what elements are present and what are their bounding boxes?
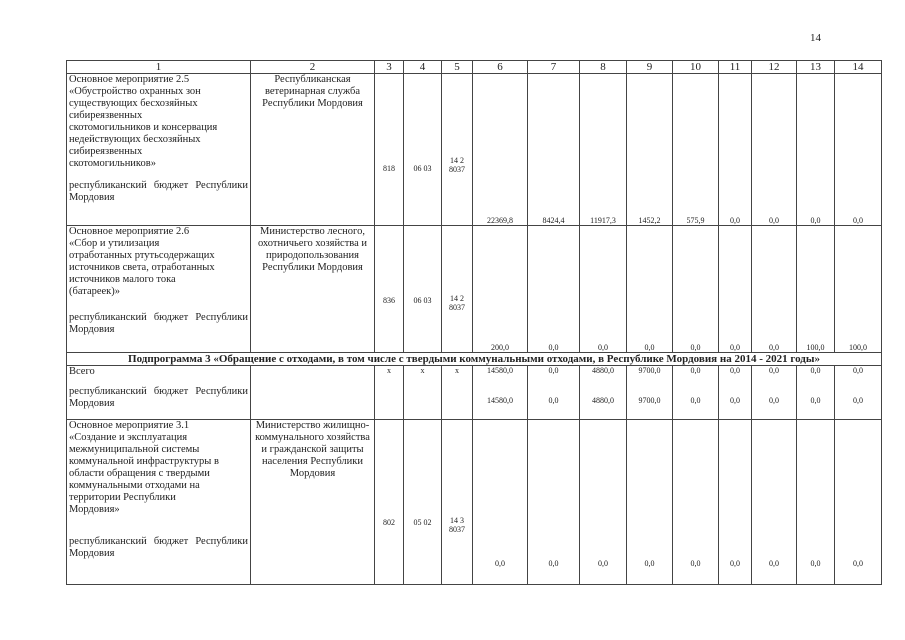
title-line: Основное мероприятие 2.6 xyxy=(69,226,190,238)
title-line: существующих бесхозяйных xyxy=(69,98,198,110)
page-number: 14 xyxy=(810,32,821,44)
value-cell: 0,0 xyxy=(580,419,627,584)
value-cell: 4880,0 4880,0 xyxy=(580,365,627,419)
title-line: Мордовия» xyxy=(69,503,120,515)
table-row xyxy=(67,74,882,226)
title-line: коммунальной инфраструктуры в xyxy=(69,455,219,467)
value-cell: 0,0 xyxy=(528,226,580,352)
program-table xyxy=(66,60,882,585)
col-header: 11 xyxy=(719,61,752,74)
value-cell: 0,0 xyxy=(580,226,627,352)
value-cell: 8424,4 xyxy=(528,74,580,226)
col-header: 14 xyxy=(835,61,882,74)
value-cell: 0,0 0,0 xyxy=(797,365,835,419)
table-row xyxy=(67,419,882,584)
value-cell: 9700,0 9700,0 xyxy=(627,365,673,419)
value-cell: 0,0 xyxy=(752,419,797,584)
csr-line: 14 3 xyxy=(450,515,464,525)
rz-code: 05 02 xyxy=(404,419,442,584)
csr-code xyxy=(442,74,473,226)
executor: Министерство жилищно-коммунального хозяйства и гражданской защиты населения Республики Мордовия xyxy=(251,419,375,584)
empty-cell xyxy=(251,365,375,419)
value-cell: 0,0 0,0 xyxy=(673,365,719,419)
value-cell: 0,0 xyxy=(835,74,882,226)
col-header: 3 xyxy=(375,61,404,74)
title-line: области обращения с твердыми xyxy=(69,467,210,479)
code-cell: x xyxy=(375,365,404,419)
csr-line: 14 2 xyxy=(450,294,464,304)
csr-line: 8037 xyxy=(449,524,465,534)
value-cell: 0,0 0,0 xyxy=(752,365,797,419)
csr-line: 14 2 xyxy=(450,156,464,166)
col-header: 1 xyxy=(67,61,251,74)
table-row xyxy=(67,226,882,352)
rz-code: 06 03 xyxy=(404,226,442,352)
value-cell: 11917,3 xyxy=(580,74,627,226)
value-cell: 0,0 xyxy=(719,226,752,352)
measure-description xyxy=(67,226,251,352)
col-header: 10 xyxy=(673,61,719,74)
title-line: «Сбор и утилизация xyxy=(69,238,160,250)
total-label: Всего xyxy=(69,365,95,377)
grbs-code: 836 xyxy=(375,226,404,352)
code-cell: x xyxy=(404,365,442,419)
value-cell: 200,0 xyxy=(473,226,528,352)
title-line: отработанных ртутьсодержащих xyxy=(69,250,215,262)
col-header: 9 xyxy=(627,61,673,74)
value-cell: 1452,2 xyxy=(627,74,673,226)
rz-code: 06 03 xyxy=(404,74,442,226)
value-cell: 22369,8 xyxy=(473,74,528,226)
title-line: коммунальными отходами на xyxy=(69,479,200,491)
col-header: 12 xyxy=(752,61,797,74)
csr-line: 8037 xyxy=(449,303,465,313)
title-line: сибиреязвенных xyxy=(69,110,143,122)
measure-description xyxy=(67,419,251,584)
value-cell: 0,0 xyxy=(719,74,752,226)
col-header: 6 xyxy=(473,61,528,74)
title-line: сибиреязвенных xyxy=(69,146,143,158)
measure-description xyxy=(67,74,251,226)
col-header: 7 xyxy=(528,61,580,74)
col-header: 4 xyxy=(404,61,442,74)
title-line: территории Республики xyxy=(69,491,176,503)
value-cell: 0,0 xyxy=(797,419,835,584)
csr-code xyxy=(442,226,473,352)
header-row xyxy=(67,61,882,74)
grbs-code: 802 xyxy=(375,419,404,584)
value-cell: 0,0 0,0 xyxy=(719,365,752,419)
value-cell: 0,0 xyxy=(473,419,528,584)
value-cell: 0,0 xyxy=(752,74,797,226)
executor: Республиканская ветеринарная служба Республики Мордовия xyxy=(251,74,375,226)
value-cell: 0,0 xyxy=(797,74,835,226)
value-cell: 0,0 xyxy=(528,419,580,584)
title-line: скотомогильников и консервация xyxy=(69,122,218,134)
budget-label: республиканский бюджет Республики Мордовия xyxy=(69,385,248,409)
value-cell: 0,0 xyxy=(627,226,673,352)
title-line: «Обустройство охранных зон xyxy=(69,86,201,98)
title-line: источников малого тока xyxy=(69,274,176,286)
budget-label: республиканский бюджет Республики Мордовия xyxy=(69,535,248,559)
title-line: Основное мероприятие 3.1 xyxy=(69,419,190,431)
col-header: 8 xyxy=(580,61,627,74)
value-cell: 0,0 xyxy=(627,419,673,584)
csr-code xyxy=(442,419,473,584)
value-cell: 575,9 xyxy=(673,74,719,226)
value-cell: 0,0 xyxy=(673,226,719,352)
value-cell: 100,0 xyxy=(797,226,835,352)
title-line: Основное мероприятие 2.5 xyxy=(69,74,190,86)
executor: Министерство лесного, охотничьего хозяйства и природопользования Республики Мордовия xyxy=(251,226,375,352)
col-header: 13 xyxy=(797,61,835,74)
budget-label: республиканский бюджет Республики Мордовия xyxy=(69,312,248,336)
subprogram-title: Подпрограмма 3 «Обращение с отходами, в том числе с твердыми коммунальными отходами, в Республике Мордовия на 2014 - 2021 годы» xyxy=(67,352,882,365)
title-line: «Создание и эксплуатация xyxy=(69,431,188,443)
title-line: скотомогильников» xyxy=(69,158,156,170)
csr-line: 8037 xyxy=(449,165,465,175)
value-cell: 0,0 xyxy=(835,419,882,584)
value-cell: 0,0 0,0 xyxy=(835,365,882,419)
total-description xyxy=(67,365,251,419)
value-cell: 0,0 0,0 xyxy=(528,365,580,419)
value-cell: 14580,0 14580,0 xyxy=(473,365,528,419)
title-line: недействующих бесхозяйных xyxy=(69,134,201,146)
table-row xyxy=(67,365,882,419)
col-header: 2 xyxy=(251,61,375,74)
col-header: 5 xyxy=(442,61,473,74)
value-cell: 0,0 xyxy=(752,226,797,352)
grbs-code: 818 xyxy=(375,74,404,226)
budget-label: республиканский бюджет Республики Мордовия xyxy=(69,180,248,204)
title-line: источников света, отработанных xyxy=(69,262,215,274)
title-line: межмуниципальной системы xyxy=(69,443,200,455)
code-cell: x xyxy=(442,365,473,419)
value-cell: 0,0 xyxy=(719,419,752,584)
value-cell: 0,0 xyxy=(673,419,719,584)
title-line: (батареек)» xyxy=(69,286,121,298)
value-cell: 100,0 xyxy=(835,226,882,352)
subprogram-row xyxy=(67,352,882,365)
